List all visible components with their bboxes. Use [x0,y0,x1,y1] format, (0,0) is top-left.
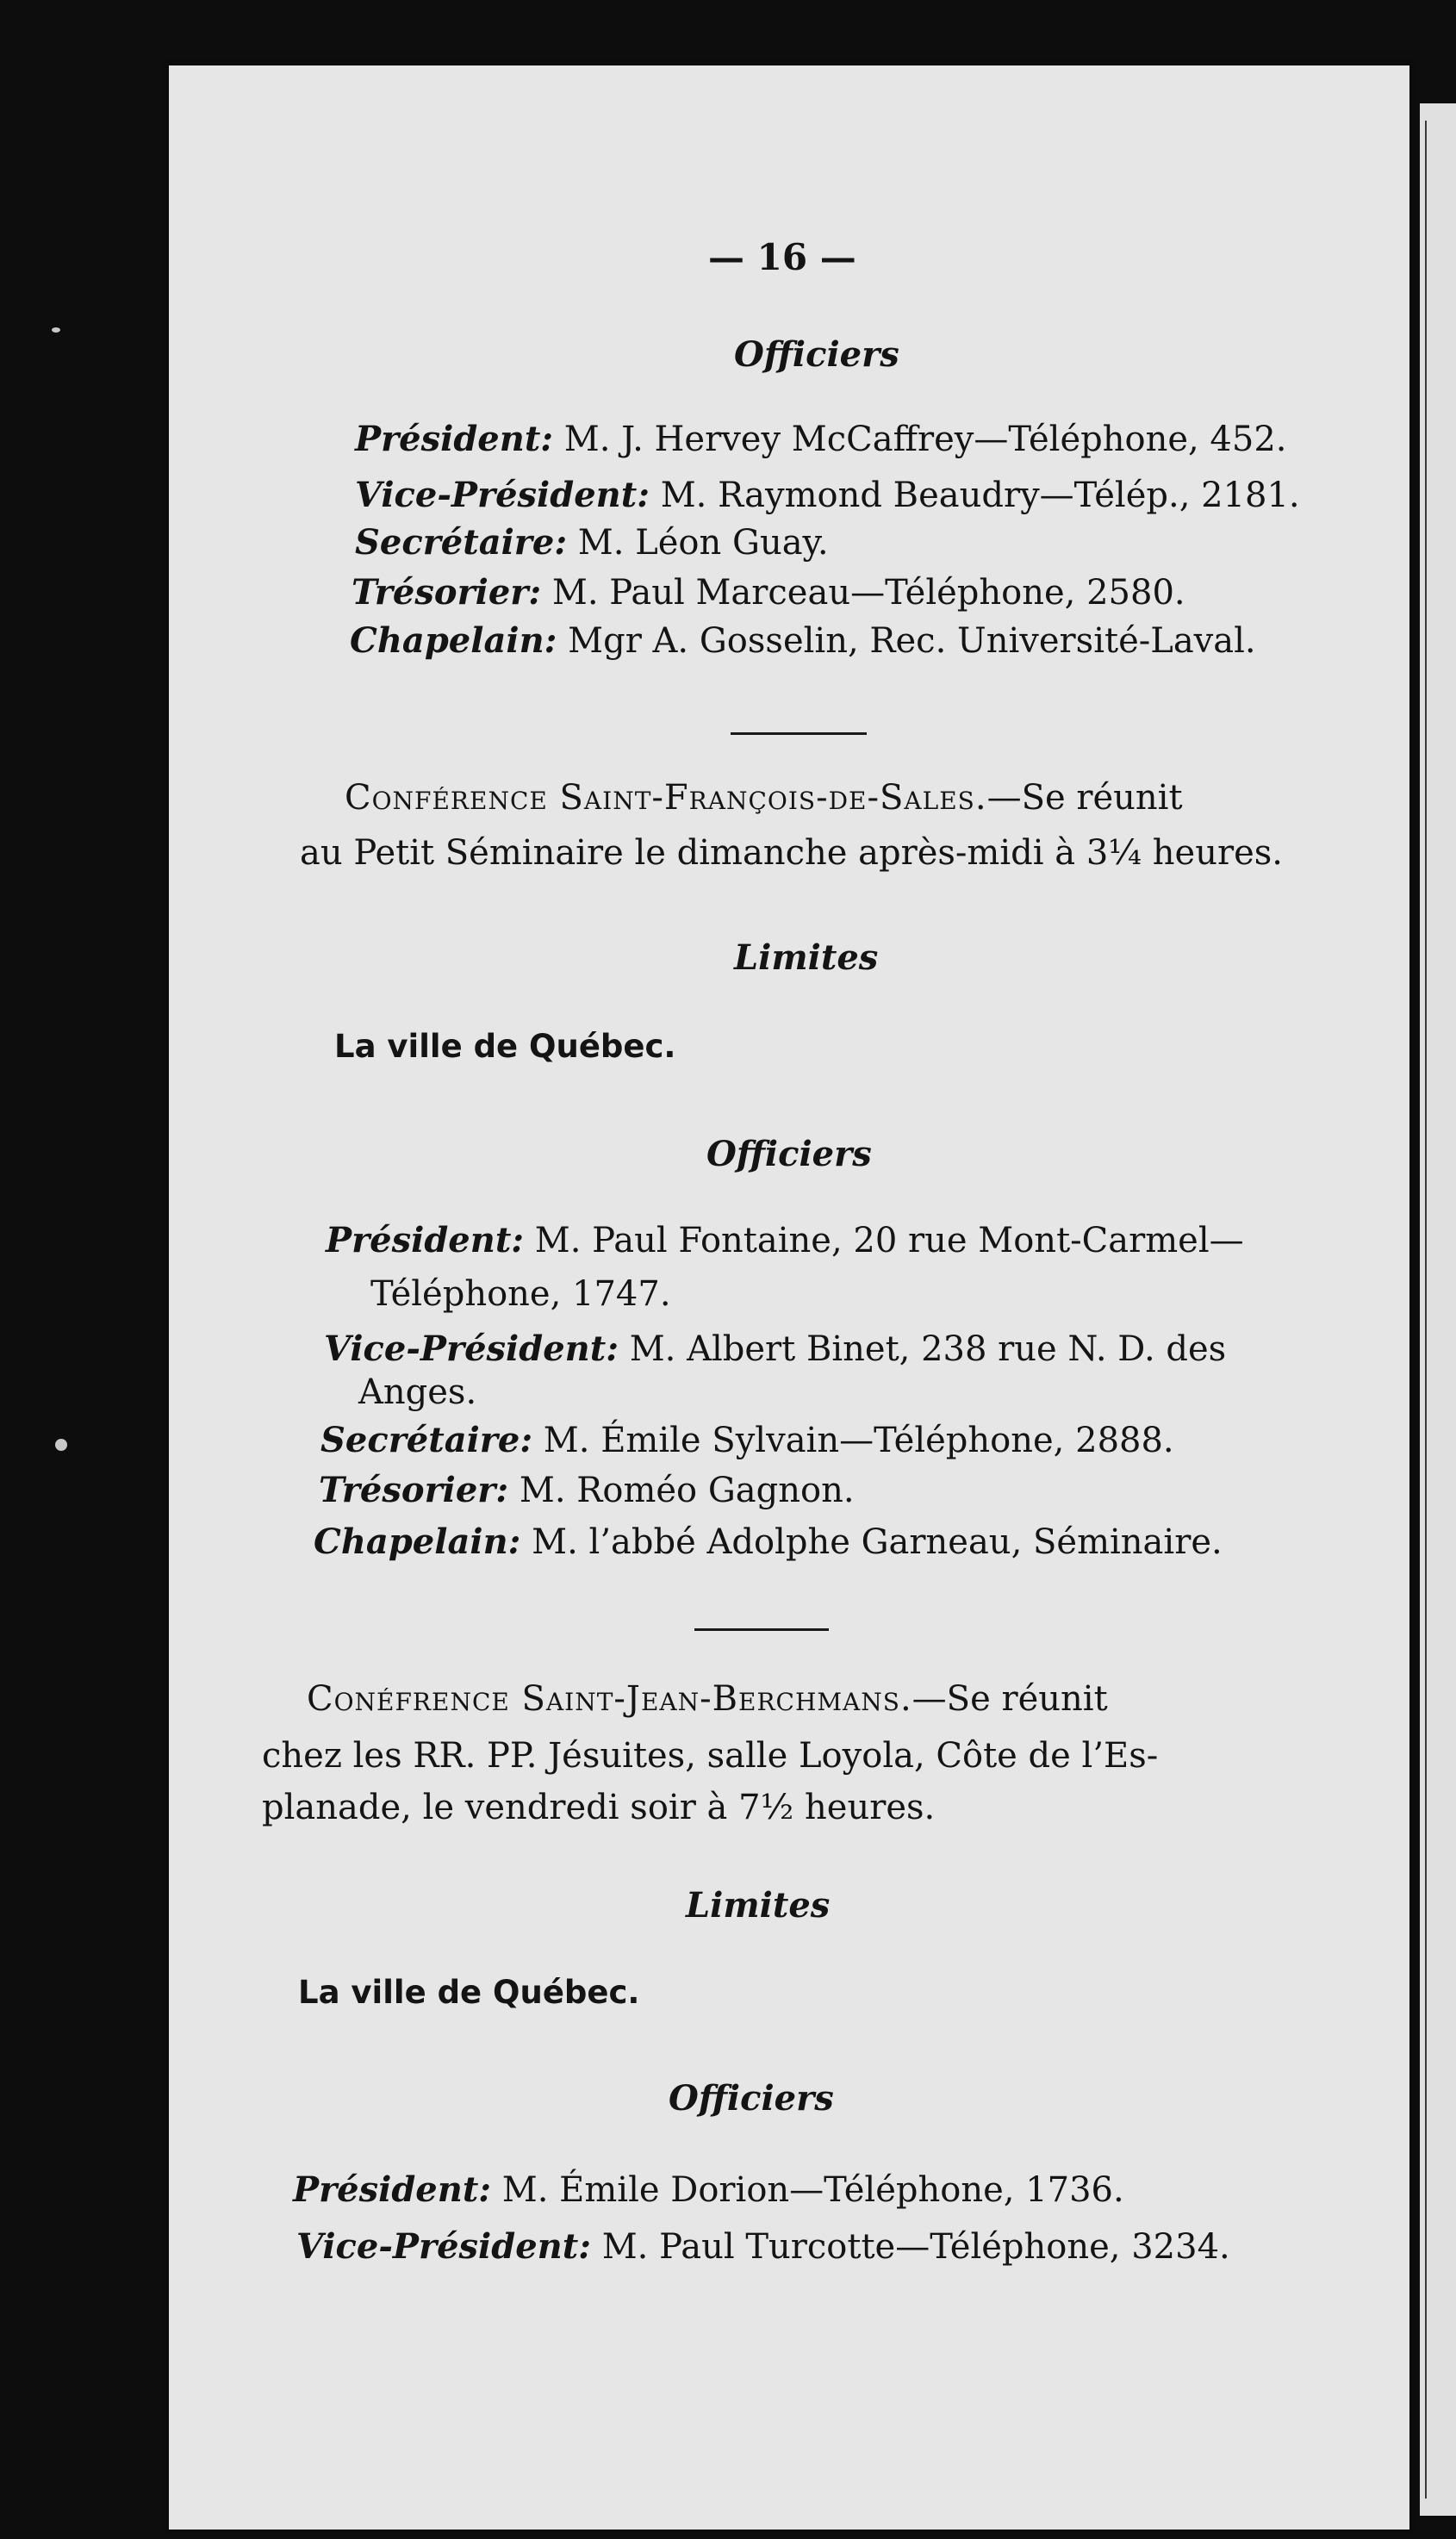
officer-text: M. l’abbé Adolphe Garneau, Séminaire. [520,1522,1223,1562]
officer-text: M. Paul Turcotte—Téléphone, 3234. [591,2227,1230,2267]
officer-entry [350,620,1256,661]
officer-role: Vice-Président: [296,2226,591,2267]
officer-entry [355,419,1287,459]
officer-role: Président: [355,419,554,459]
officer-role: Chapelain: [350,620,557,661]
conference-meeting: —Se réunit [986,778,1183,818]
officer-role: Chapelain: [314,1522,521,1562]
officer-entry [355,522,829,563]
conference-title-line [345,778,1183,818]
officer-role: Trésorier: [352,572,542,613]
officer-entry [352,572,1185,613]
officers-heading-1: Officiers [734,334,899,375]
officers-heading-3: Officiers [669,2078,834,2119]
officer-text: M. Émile Sylvain—Téléphone, 2888. [532,1421,1174,1460]
officer-entry [314,1522,1223,1562]
officer-text: M. Roméo Gagnon. [508,1471,855,1510]
limits-text: La ville de Québec. [334,1028,676,1065]
officer-role: Secrétaire: [355,522,568,563]
officer-entry [319,1470,855,1510]
officer-text: M. Émile Dorion—Téléphone, 1736. [491,2170,1124,2210]
officer-entry [355,475,1300,515]
officer-role: Trésorier: [319,1470,509,1510]
officer-entry [293,2169,1124,2210]
conference-title-line [307,1679,1108,1719]
officer-entry-continuation: Téléphone, 1747. [370,1274,671,1314]
officer-role: Vice-Président: [324,1329,619,1369]
officer-entry-continuation: Anges. [358,1372,477,1412]
officer-role: Président: [293,2169,492,2210]
officer-text: M. Raymond Beaudry—Télép., 2181. [650,476,1300,515]
page-number: — 16 — [708,236,856,278]
conference-name: Conéfrence Saint-Jean-Berchmans. [307,1679,912,1719]
officer-entry [296,2226,1230,2267]
officer-text: M. J. Hervey McCaffrey—Téléphone, 452. [553,420,1287,459]
officer-role: Secrétaire: [320,1420,533,1460]
conference-meeting: —Se réunit [912,1679,1108,1719]
officer-role: Vice-Président: [355,475,650,515]
conference-description: planade, le vendredi soir à 7½ heures. [262,1788,936,1827]
officer-text: M. Albert Binet, 238 rue N. D. des [619,1329,1227,1369]
section-divider [731,732,867,735]
officer-text: M. Léon Guay. [567,523,829,563]
officer-role: Président: [326,1220,525,1260]
officer-entry [326,1220,1244,1260]
conference-description: chez les RR. PP. Jésuites, salle Loyola, Côte de l’Es- [262,1736,1159,1776]
officer-text: M. Paul Fontaine, 20 rue Mont-Carmel— [524,1221,1244,1260]
officer-entry [324,1329,1227,1369]
officer-text: M. Paul Marceau—Téléphone, 2580. [541,573,1185,613]
limits-text: La ville de Québec. [298,1974,640,2011]
officers-heading-2: Officiers [706,1134,872,1174]
conference-description: au Petit Séminaire le dimanche après-midi à 3¼ heures. [300,833,1283,873]
limits-heading: Limites [686,1885,831,1926]
limits-heading: Limites [734,937,879,978]
conference-name: Conférence Saint-François-de-Sales. [345,778,987,818]
officer-entry [320,1420,1174,1460]
section-divider [694,1628,829,1631]
officer-text: Mgr A. Gosselin, Rec. Université-Laval. [557,621,1256,661]
